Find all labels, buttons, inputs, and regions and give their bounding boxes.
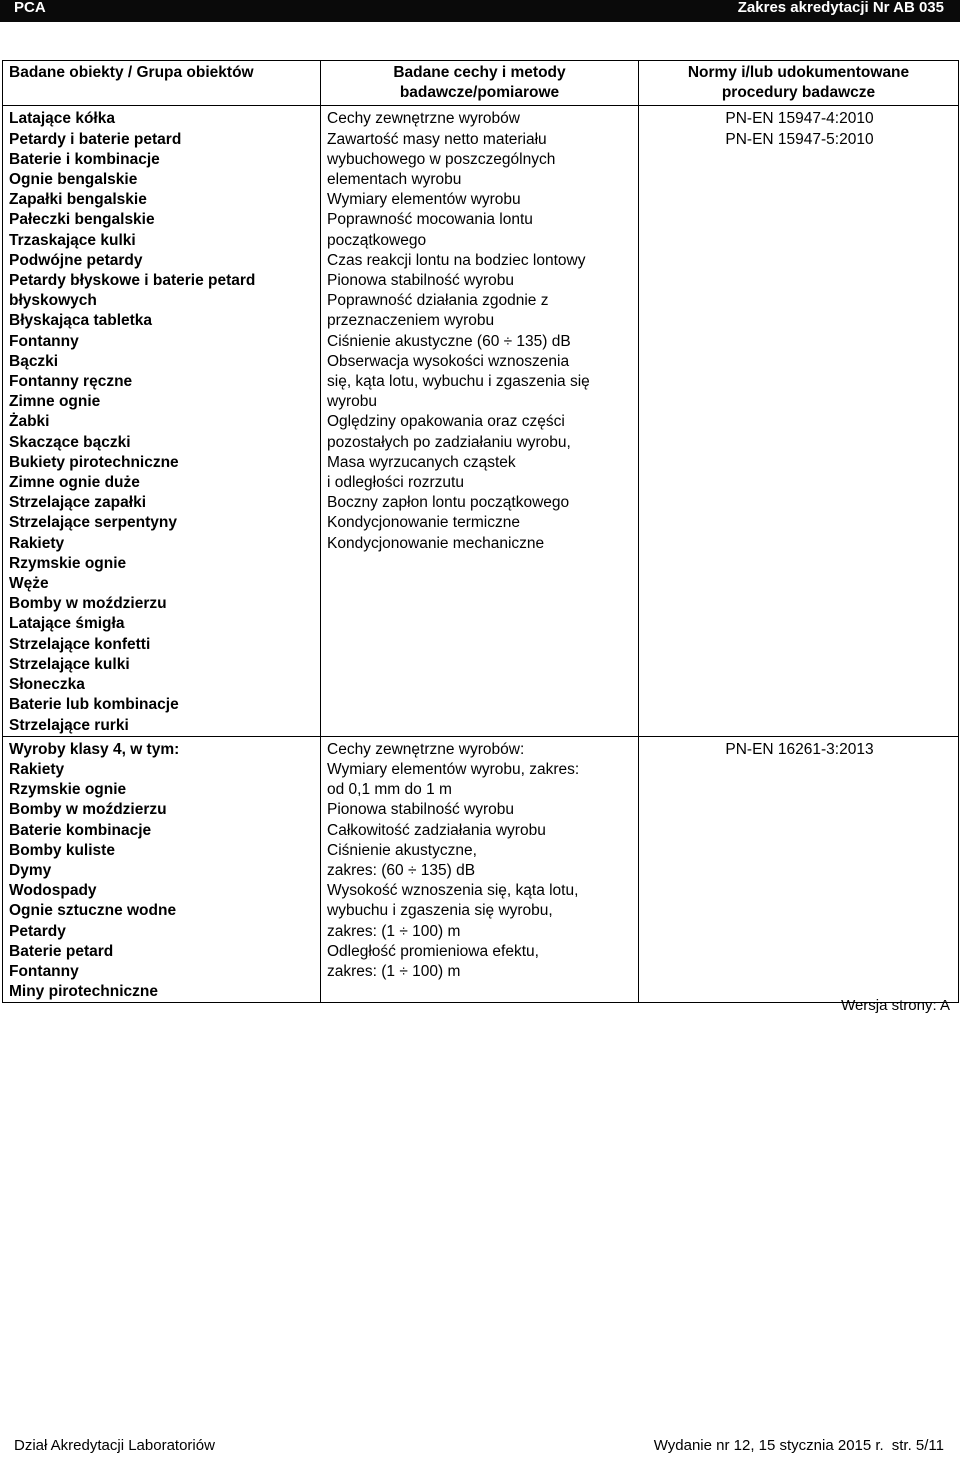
list-item: Cechy zewnętrzne wyrobów [327, 110, 520, 128]
list-item: PN-EN 15947-5:2010 [725, 130, 874, 148]
list-item: Baterie lub kombinacje [9, 696, 179, 714]
list-item: Poprawność działania zgodnie z [327, 292, 549, 310]
list-item: Latające śmigła [9, 615, 125, 633]
list-item: wyrobu [327, 393, 377, 411]
list-item: Pałeczki bengalskie [9, 211, 155, 229]
list-item: Zimne ognie [9, 393, 101, 411]
list-item: Rakiety [9, 534, 65, 552]
list-item: Oględziny opakowania oraz części [327, 413, 565, 431]
list-item: Poprawność mocowania lontu [327, 211, 533, 229]
list-item: i odległości rozrzutu [327, 474, 464, 492]
col-header-methods [321, 61, 639, 106]
footer-department: Dział Akredytacji Laboratoriów [14, 1437, 215, 1454]
table-row [3, 106, 959, 736]
list-item: Strzelające zapałki [9, 494, 146, 512]
list-item: Baterie i kombinacje [9, 150, 160, 168]
list-item: Dymy [9, 861, 52, 879]
standards-list [645, 740, 952, 760]
list-item: Baterie kombinacje [9, 821, 152, 839]
methods-list [327, 109, 632, 553]
header-scope-title: Zakres akredytacji Nr AB 035 [737, 0, 944, 16]
objects-list [9, 109, 314, 735]
list-item: pozostałych po zadziałaniu wyrobu, [327, 433, 571, 451]
col-header-standards-line1: Normy i/lub udokumentowane [687, 64, 910, 81]
list-item: Rzymskie ognie [9, 554, 127, 572]
col-header-methods-line2: badawcze/pomiarowe [399, 84, 560, 102]
col-header-objects: Badane obiekty / Grupa obiektów [3, 61, 321, 106]
list-item: Rakiety [9, 760, 65, 778]
list-item: Obserwacja wysokości wznoszenia [327, 352, 570, 370]
footer-page-number: str. 5/11 [891, 1437, 944, 1454]
list-item: Wodospady [9, 882, 97, 900]
list-item: Bomby w moździerzu [9, 595, 167, 613]
list-item: Wymiary elementów wyrobu, zakres: [327, 760, 580, 778]
standards-list [645, 109, 952, 149]
list-item: Masa wyrzucanych cząstek [327, 453, 516, 471]
list-item: Kondycjonowanie mechaniczne [327, 534, 545, 552]
methods-cell [321, 736, 639, 1003]
list-item: błyskowych [9, 292, 97, 310]
methods-list [327, 740, 632, 982]
list-item: się, kąta lotu, wybuchu i zgaszenia się [327, 373, 590, 391]
objects-cell [3, 736, 321, 1003]
list-item: Czas reakcji lontu na bodziec lontowy [327, 251, 586, 269]
table-header-row [3, 61, 959, 106]
list-item: Zawartość masy netto materiału [327, 130, 547, 148]
list-item: Strzelające kulki [9, 655, 130, 673]
list-item: Bomby w moździerzu [9, 801, 167, 819]
list-item: Baterie petard [9, 942, 114, 960]
list-item: zakres: (1 ÷ 100) m [327, 922, 461, 940]
list-item: Kondycjonowanie termiczne [327, 514, 520, 532]
list-item: Podwójne petardy [9, 251, 143, 269]
list-item: Miny pirotechniczne [9, 983, 158, 1001]
list-item: Strzelające rurki [9, 716, 129, 734]
footer-edition-info [654, 1437, 944, 1454]
list-item: Ciśnienie akustyczne, [327, 841, 477, 859]
col-header-methods-line1: Badane cechy i metody [393, 64, 566, 81]
list-item: Cechy zewnętrzne wyrobów: [327, 740, 525, 758]
list-item: PN-EN 16261-3:2013 [725, 740, 874, 758]
table-row [3, 736, 959, 1003]
methods-cell [321, 106, 639, 736]
list-item: Petardy [9, 922, 66, 940]
col-header-standards [639, 61, 959, 106]
footer-edition: Wydanie nr 12, 15 stycznia 2015 r. [653, 1437, 884, 1454]
list-item: Zimne ognie duże [9, 474, 140, 492]
list-item: Błyskająca tabletka [9, 312, 153, 330]
list-item: Bukiety pirotechniczne [9, 453, 179, 471]
objects-list [9, 740, 314, 1003]
list-item: Węże [9, 575, 49, 593]
page-header [0, 0, 960, 22]
list-item: Bączki [9, 352, 59, 370]
list-item: Ognie sztuczne wodne [9, 902, 177, 920]
list-item: Trzaskające kulki [9, 231, 136, 249]
list-item: Odległość promieniowa efektu, [327, 942, 539, 960]
col-header-standards-line2: procedury badawcze [721, 84, 876, 102]
list-item: wybuchowego w poszczególnych [327, 150, 556, 168]
list-item: początkowego [327, 231, 427, 249]
accreditation-table [2, 60, 959, 1003]
list-item: Zapałki bengalskie [9, 191, 147, 209]
list-item: Ciśnienie akustyczne (60 ÷ 135) dB [327, 332, 571, 350]
list-item: przeznaczeniem wyrobu [327, 312, 495, 330]
list-item: Wyroby klasy 4, w tym: [9, 740, 180, 758]
list-item: zakres: (1 ÷ 100) m [327, 962, 461, 980]
list-item: Petardy i baterie petard [9, 130, 182, 148]
list-item: Fontanny [9, 332, 79, 350]
list-item: Strzelające serpentyny [9, 514, 178, 532]
list-item: Żabki [9, 413, 50, 431]
header-org: PCA [14, 0, 46, 16]
list-item: Słoneczka [9, 676, 85, 694]
list-item: Całkowitość zadziałania wyrobu [327, 821, 546, 839]
list-item: zakres: (60 ÷ 135) dB [327, 861, 476, 879]
page-version: Wersja strony: A [841, 997, 950, 1014]
list-item: Rzymskie ognie [9, 781, 127, 799]
standards-cell [639, 106, 959, 736]
list-item: Pionowa stabilność wyrobu [327, 801, 514, 819]
list-item: elementach wyrobu [327, 171, 462, 189]
list-item: Skaczące bączki [9, 433, 131, 451]
list-item: Latające kółka [9, 110, 115, 128]
list-item: Boczny zapłon lontu początkowego [327, 494, 570, 512]
standards-cell [639, 736, 959, 1003]
objects-cell [3, 106, 321, 736]
list-item: Wymiary elementów wyrobu [327, 191, 521, 209]
list-item: Wysokość wznoszenia się, kąta lotu, [327, 882, 579, 900]
list-item: Pionowa stabilność wyrobu [327, 272, 514, 290]
list-item: Petardy błyskowe i baterie petard [9, 272, 256, 290]
list-item: Fontanny ręczne [9, 373, 133, 391]
list-item: Strzelające konfetti [9, 635, 151, 653]
list-item: PN-EN 15947-4:2010 [725, 110, 874, 128]
list-item: wybuchu i zgaszenia się wyrobu, [327, 902, 553, 920]
list-item: Ognie bengalskie [9, 171, 138, 189]
list-item: Bomby kuliste [9, 841, 115, 859]
list-item: od 0,1 mm do 1 m [327, 781, 452, 799]
list-item: Fontanny [9, 962, 79, 980]
